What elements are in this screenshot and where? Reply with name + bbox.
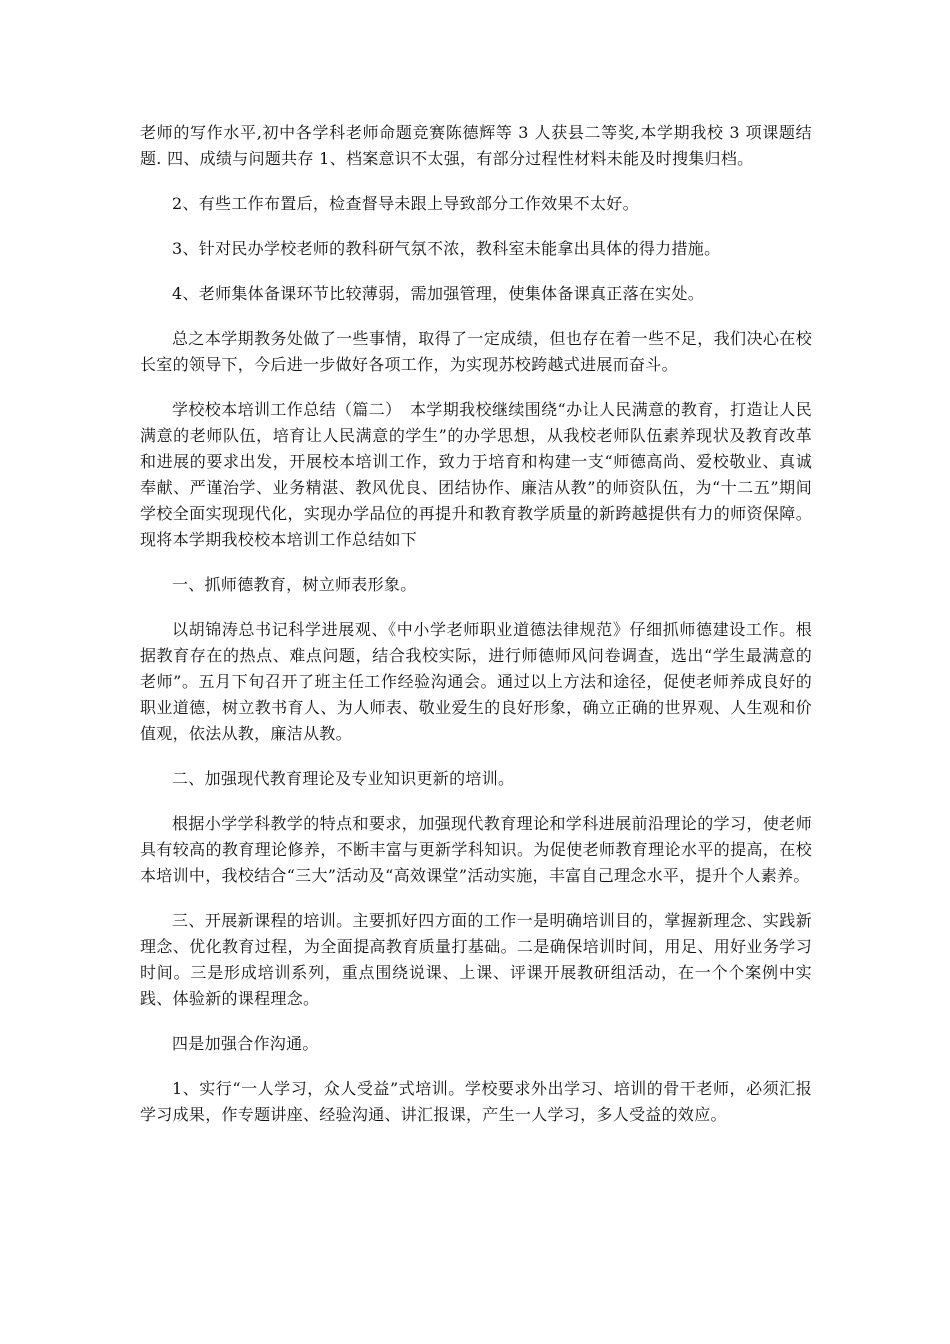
paragraph-theory: 根据小学学科教学的特点和要求，加强现代教育理论和学科进展前沿理论的学习，使老师具有较高的教育理论修养，不断丰富与更新学科知识。为促使老师教育理论水平的提高，在校本培训中，我校结合“三大”活动及“高效课堂”活动实施，丰富自己理念水平，提升个人素养。 [140,814,812,885]
paragraph-conclusion: 总之本学期教务处做了一些事情，取得了一定成绩，但也存在着一些不足，我们决心在校长室的领导下，今后进一步做好各项工作，为实现苏校跨越式进展而奋斗。 [140,329,812,374]
section-heading-ethics: 一、抓师德教育，树立师表形象。 [172,575,417,594]
paragraph-ethics: 以胡锦涛总书记科学进展观、《中小学老师职业道德法律规范》仔细抓师德建设工作。根据教育存在的热点、难点问题，结合我校实际，进行师德师风问卷调查，选出“学生最满意的老师”。五月下旬召开了班主任工作经验沟通会。通过以上方法和途径，促使老师养成良好的职业道德，树立教书育人、为人师表、敬业爱生的良好形象，确立正确的世界观、人生观和价值观，依法从教，廉洁从教。 [140,620,812,743]
section-heading-cooperation: 四是加强合作沟通。 [172,1034,319,1053]
paragraph-issue-2: 2、有些工作布置后，检查督导未跟上导致部分工作效果不太好。 [172,194,639,213]
document-page [140,120,812,1147]
paragraph-issue-4: 4、老师集体备课环节比较薄弱，需加强管理，使集体备课真正落在实处。 [172,284,705,303]
paragraph-issue-3: 3、针对民办学校老师的教科研气氛不浓，教科室未能拿出具体的得力措施。 [172,239,721,258]
paragraph-cooperation-1: 1、实行“一人学习，众人受益”式培训。学校要求外出学习、培训的骨干老师，必须汇报学习成果，作专题讲座、经验沟通、讲汇报课，产生一人学习，多人受益的效应。 [140,1079,812,1124]
paragraph-new-curriculum: 三、开展新课程的培训。主要抓好四方面的工作一是明确培训目的，掌握新理念、实践新理念、优化教育过程，为全面提高教育质量打基础。二是确保培训时间，用足、用好业务学习时间。三是形成培训系列，重点围绕说课、上课、评课开展教研组活动，在一个个案例中实践、体验新的课程理念。 [140,911,812,1008]
section-heading-theory: 二、加强现代教育理论及专业知识更新的培训。 [172,769,515,788]
paragraph-continuation: 老师的写作水平,初中各学科老师命题竞赛陈德辉等 3 人获县二等奖,本学期我校 3 项课题结题. 四、成绩与问题共存 1、档案意识不太强，有部分过程性材料未能及时搜集归档。 [140,123,812,168]
paragraph-training-summary-intro: 学校校本培训工作总结（篇二） 本学期我校继续围绕“办让人民满意的教育，打造让人民满意的老师队伍，培育让人民满意的学生”的办学思想，从我校老师队伍素养现状及教育改革和进展的要求出发，开展校本培训工作，致力于培育和构建一支“师德高尚、爱校敬业、真诚奉献、严谨治学、业务精湛、教风优良、团结协作、廉洁从教”的师资队伍，为“十二五”期间学校全面实现现代化，实现办学品位的再提升和教育教学质量的新跨越提供有力的师资保障。现将本学期我校校本培训工作总结如下 [140,400,812,549]
